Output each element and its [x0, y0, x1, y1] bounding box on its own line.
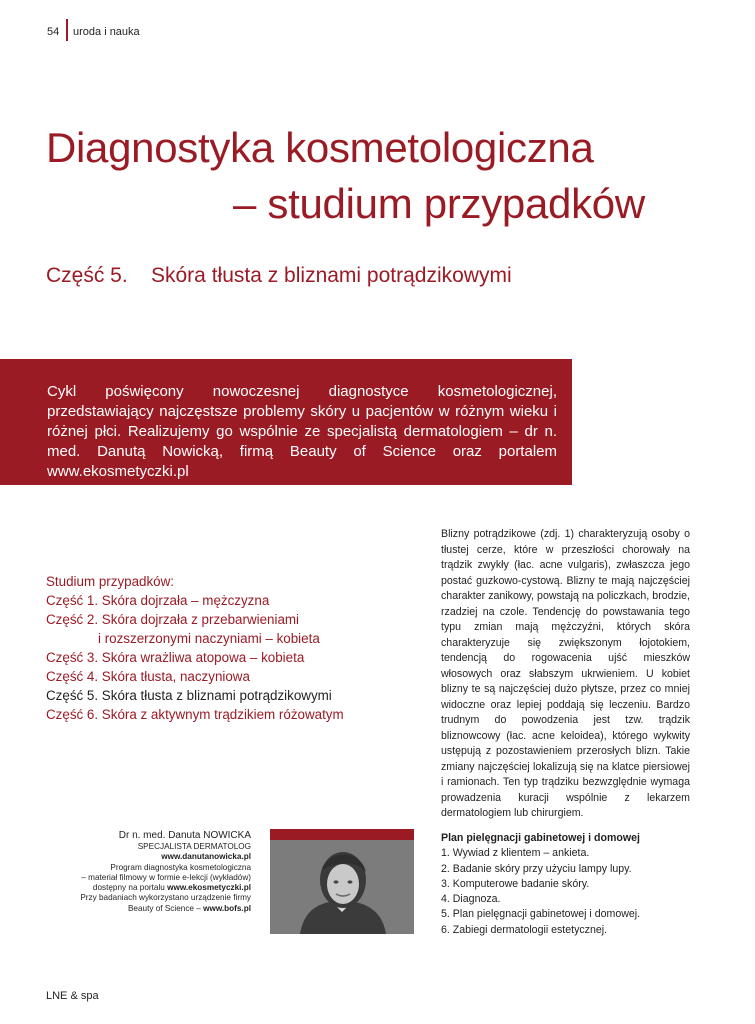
care-plan-step: 5. Plan pielęgnacji gabinetowej i domowej. [441, 908, 641, 921]
company-website: www.bofs.pl [203, 903, 251, 913]
case-item: Część 2. Skóra dojrzała z przebarwieniami [46, 612, 300, 627]
author-role: SPECJALISTA DERMATOLOG [137, 842, 251, 851]
care-plan-step: 3. Komputerowe badanie skóry. [441, 877, 590, 890]
portrait-photo-icon [270, 840, 414, 934]
photo-accent-bar [270, 829, 414, 840]
page-number: 54 [47, 26, 60, 38]
case-item: Część 1. Skóra dojrzała – mężczyzna [46, 593, 270, 608]
title-line-1: Diagnostyka kosmetologiczna [46, 124, 594, 171]
case-item: Część 3. Skóra wrażliwa atopowa – kobieta [46, 650, 305, 665]
credit-line: Przy badaniach wykorzystano urządzenie firmy [80, 893, 251, 903]
author-website: www.danutanowicka.pl [161, 852, 251, 862]
portrait-illustration [270, 840, 414, 934]
care-plan-step: 4. Diagnoza. [441, 893, 501, 906]
subtitle-text: Skóra tłusta z bliznami potrądzikowymi [151, 264, 512, 287]
care-plan-step: 6. Zabiegi dermatologii estetycznej. [441, 923, 608, 936]
credit-line: Beauty of Science – [127, 903, 204, 913]
credit-line: Program diagnostyka kosmetologiczna [110, 862, 251, 872]
portal-website: www.ekosmetyczki.pl [167, 883, 251, 893]
author-credit [60, 829, 251, 914]
care-plan-step: 2. Badanie skóry przy użyciu lampy lupy. [441, 862, 632, 875]
care-plan-heading: Plan pielęgnacji gabinetowej i domowej [441, 832, 640, 844]
case-list [46, 572, 376, 724]
case-item: Część 4. Skóra tłusta, naczyniowa [46, 669, 250, 684]
subtitle [46, 264, 512, 288]
care-plan [441, 831, 701, 938]
credit-line: dostępny na portalu [92, 883, 168, 893]
care-plan-step: 1. Wywiad z klientem – ankieta. [441, 847, 590, 860]
header-divider [66, 19, 68, 41]
title-line-2: – studium przypadków [233, 180, 645, 227]
section-label: uroda i nauka [73, 26, 140, 38]
body-text: Blizny potrądzikowe (zdj. 1) charakteryzują osoby o tłustej cerze, które w przeszłości chorowały na trądzik zwykły (łac. acne vulgaris), zwłaszcza jego postać guzkowo-cystową. Blizny te mają najczęściej charakter zanikowy, powstają na policzkach, brodzie, rzadziej na czole. Tendencję do powstawania tego typu zmian mają mężczyźni, których skóra charakteryzuje się zwiększonym łojotokiem, tendencją do rogowacenia ujść mieszków włosowych oraz słabszym ukrwieniem. U kobiet blizny te są najczęściej dużo płytsze, przez co mniej widoczne oraz lepiej poddają się leczeniu. Bardzo trudnym do powodzenia jest tzw. trądzik bliznowcowy (łac. acne keloidea), którego wykwity ustępują z pozostawieniem przerosłych blizn. Takie zmiany najczęściej lokalizują się na klatce piersiowej i ramionach. Ten typ trądziku bezwzględnie wymaga prowadzenia kuracji wspólnie z lekarzem dermatologiem lub chirurgiem. [441, 528, 690, 819]
credit-line: – materiał filmowy w formie e-lekcji (wykładów) [81, 872, 251, 882]
subtitle-part: Część 5. [46, 264, 128, 287]
case-list-heading: Studium przypadków: [46, 574, 175, 589]
intro-text: Cykl poświęcony nowoczesnej diagnostyce kosmetologicznej, przedstawiający najczęstsze problemy skóry u pacjentów w różnym wieku i różnej płci. Realizujemy go wspólnie ze specjalistą dermatologiem – dr n. med. Danutą Nowicką, firmą Beauty of Science oraz portalem www.ekosmetyczki.pl [47, 383, 557, 480]
case-item: Część 6. Skóra z aktywnym trądzikiem różowatym [46, 707, 344, 722]
footer-magazine: LNE & spa [46, 990, 99, 1002]
case-item-current: Część 5. Skóra tłusta z bliznami potrądzikowymi [46, 688, 332, 703]
author-name: Dr n. med. Danuta NOWICKA [118, 830, 251, 841]
case-item-continued: i rozszerzonymi naczyniami – kobieta [98, 631, 320, 646]
